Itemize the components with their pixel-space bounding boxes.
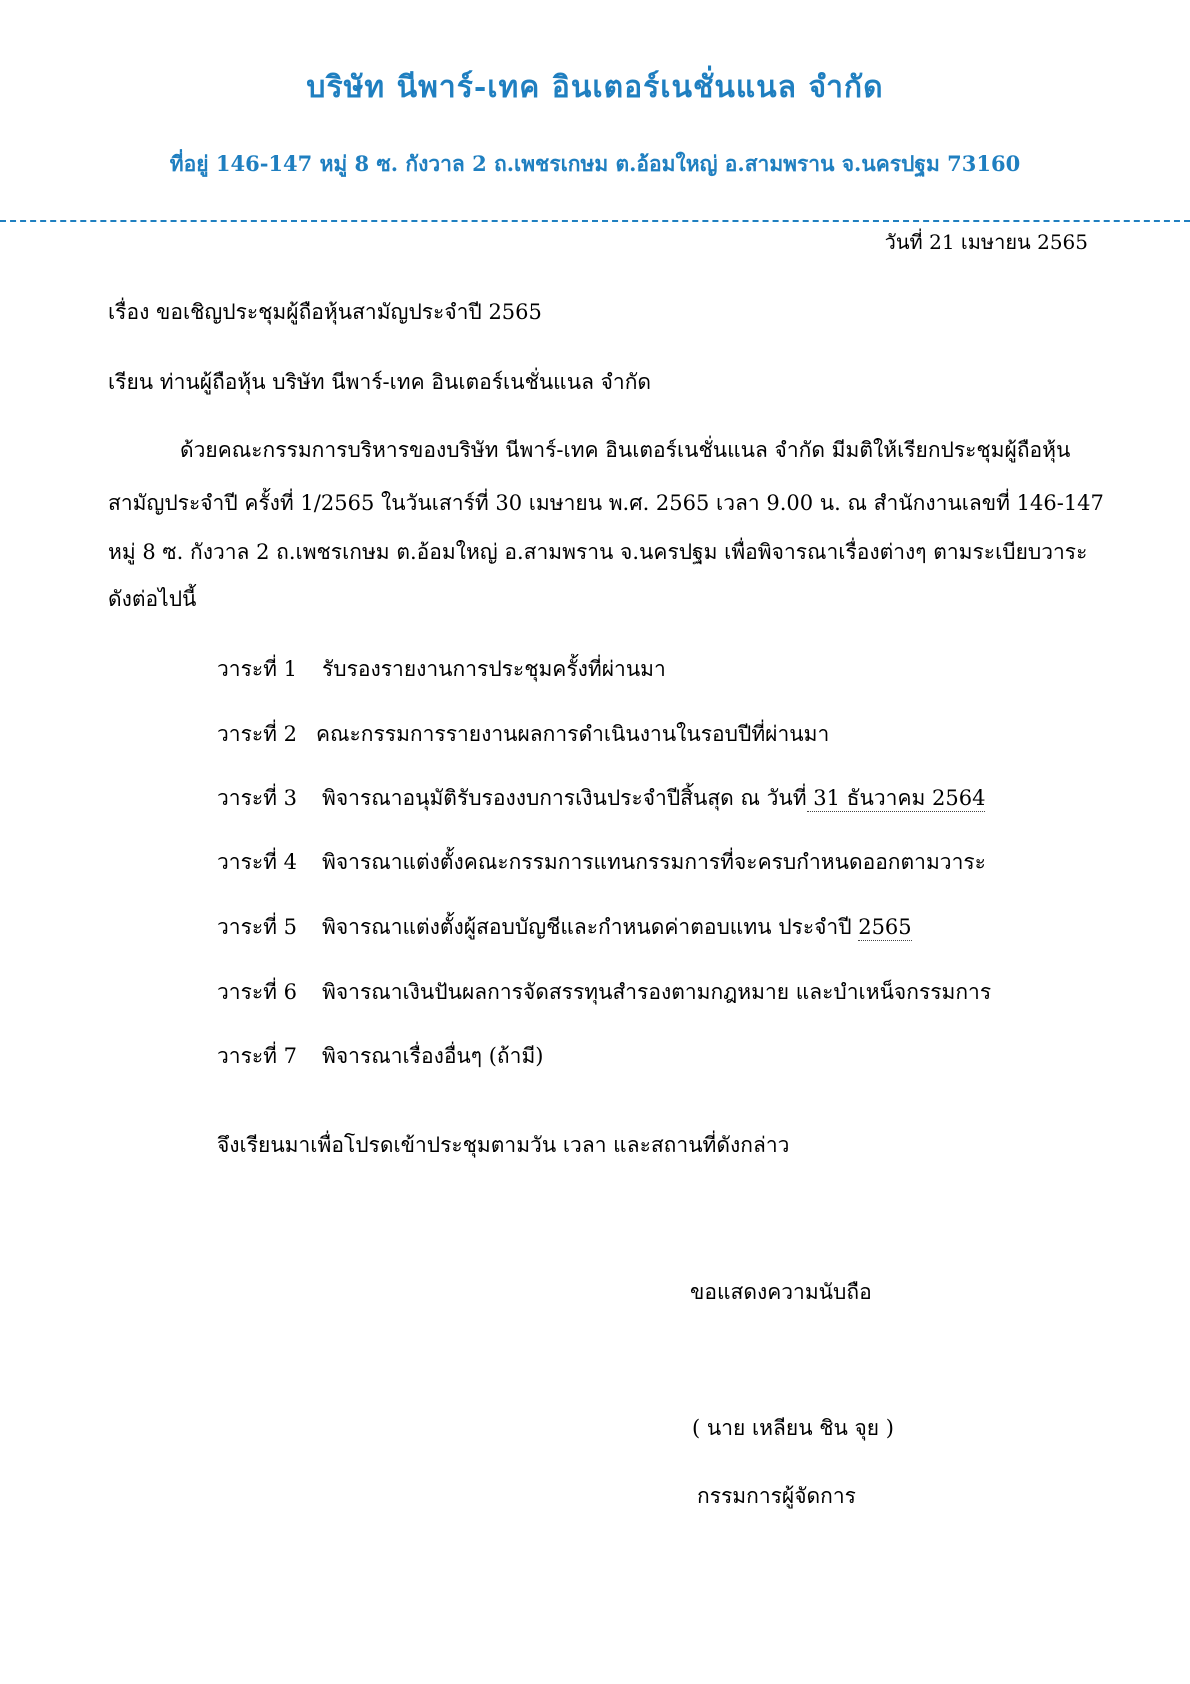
company-name: บริษัท นีพาร์-เทค อินเตอร์เนชั่นแนล จำกัด xyxy=(306,70,884,105)
letter-date: วันที่ 21 เมษายน 2565 xyxy=(884,230,1088,254)
company-address: ที่อยู่ 146-147 หมู่ 8 ซ. กังวาล 2 ถ.เพชรเกษม ต.อ้อมใหญ่ อ.สามพราน จ.นครปฐม 73160 xyxy=(169,151,1021,176)
agenda-text: รับรองรายงานการประชุมครั้งที่ผ่านมา xyxy=(322,657,666,681)
agenda-number: วาระที่ 7 xyxy=(217,1044,298,1068)
agenda-text xyxy=(322,782,985,815)
agenda-number: วาระที่ 6 xyxy=(217,980,298,1004)
agenda-text xyxy=(322,911,912,944)
body-line-1: ด้วยคณะกรรมการบริหารของบริษัท นีพาร์-เทค อินเตอร์เนชั่นแนล จำกัด มีมติให้เรียกประชุมผู้ถือหุ้น xyxy=(180,438,1071,462)
agenda-text: พิจารณาแต่งตั้งคณะกรรมการแทนกรรมการที่จะครบกำหนดออกตามวาระ xyxy=(322,850,986,874)
agenda-number: วาระที่ 2 xyxy=(217,722,298,746)
regards: ขอแสดงความนับถือ xyxy=(690,1280,872,1304)
body-line-4: ดังต่อไปนี้ xyxy=(108,587,197,611)
agenda-text-main: พิจารณาอนุมัติรับรองงบการเงินประจำปีสิ้นสุด ณ วันที่ xyxy=(322,786,807,810)
agenda-text: คณะกรรมการรายงานผลการดำเนินงานในรอบปีที่ผ่านมา xyxy=(316,722,830,746)
agenda-marked-date: 31 ธันวาคม 2564 xyxy=(806,786,986,810)
body-line-2: สามัญประจำปี ครั้งที่ 1/2565 ในวันเสาร์ที่ 30 เมษายน พ.ศ. 2565 เวลา 9.00 น. ณ สำนักงานเลขที่ 146-147 xyxy=(108,491,1104,515)
body-line-3: หมู่ 8 ซ. กังวาล 2 ถ.เพชรเกษม ต.อ้อมใหญ่ อ.สามพราน จ.นครปฐม เพื่อพิจารณาเรื่องต่างๆ ตามระเบียบวาระ xyxy=(108,540,1088,564)
agenda-text: พิจารณาเรื่องอื่นๆ (ถ้ามี) xyxy=(322,1044,544,1068)
agenda-text-main: พิจารณาแต่งตั้งผู้สอบบัญชีและกำหนดค่าตอบแทน ประจำปี xyxy=(322,915,859,939)
header-divider xyxy=(0,220,1190,222)
agenda-number: วาระที่ 4 xyxy=(217,850,298,874)
agenda-marked-year: 2565 xyxy=(858,915,912,939)
letter-salutation: เรียน ท่านผู้ถือหุ้น บริษัท นีพาร์-เทค อินเตอร์เนชั่นแนล จำกัด xyxy=(108,370,652,394)
agenda-text: พิจารณาเงินปันผลการจัดสรรทุนสำรองตามกฎหมาย และบำเหน็จกรรมการ xyxy=(322,980,992,1004)
agenda-number: วาระที่ 1 xyxy=(217,657,298,681)
signer-name: ( นาย เหลียน ชิน จุย ) xyxy=(692,1416,894,1440)
agenda-number: วาระที่ 5 xyxy=(217,915,298,939)
closing-statement: จึงเรียนมาเพื่อโปรดเข้าประชุมตามวัน เวลา และสถานที่ดังกล่าว xyxy=(217,1133,790,1157)
letter-subject: เรื่อง ขอเชิญประชุมผู้ถือหุ้นสามัญประจำปี 2565 xyxy=(108,300,542,324)
agenda-number: วาระที่ 3 xyxy=(217,786,298,810)
signer-position: กรรมการผู้จัดการ xyxy=(697,1484,856,1508)
